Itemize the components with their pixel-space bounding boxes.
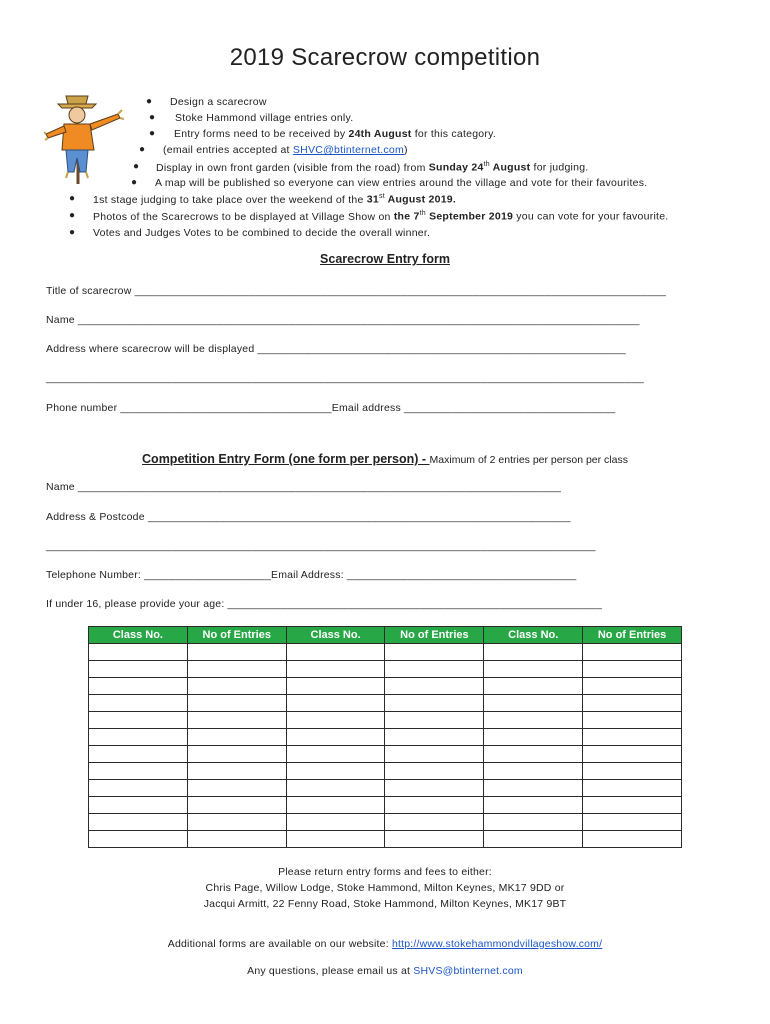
list-item: ● Display in own front garden (visible from the road) from Sunday 24th August for judging.	[133, 161, 589, 174]
return-address-2: Jacqui Armitt, 22 Fenny Road, Stoke Hammond, Milton Keynes, MK17 9BT	[203, 898, 567, 910]
return-instructions: Please return entry forms and fees to either:	[278, 866, 492, 878]
table-row	[89, 729, 682, 746]
entry-cell[interactable]	[385, 661, 484, 678]
entry-cell[interactable]	[89, 831, 188, 848]
entry-cell[interactable]	[484, 729, 583, 746]
scarecrow-illustration	[44, 92, 124, 184]
column-header: No of Entries	[187, 627, 286, 644]
table-row	[89, 644, 682, 661]
list-item: ● (email entries accepted at SHVC@btinternet.com)	[139, 144, 408, 156]
entry-cell[interactable]	[187, 746, 286, 763]
entry-cell[interactable]	[286, 763, 385, 780]
entries-table	[88, 626, 682, 848]
scarecrow-address-field[interactable]: Address where scarecrow will be displayed _____________________________________________________________	[46, 343, 626, 355]
table-row	[89, 678, 682, 695]
bullet-icon: ●	[133, 161, 140, 172]
entry-cell[interactable]	[385, 729, 484, 746]
entry-cell[interactable]	[484, 814, 583, 831]
entry-cell[interactable]	[187, 712, 286, 729]
bullet-icon: ●	[69, 227, 76, 238]
entry-cell[interactable]	[484, 831, 583, 848]
entry-cell[interactable]	[89, 661, 188, 678]
entry-cell[interactable]	[385, 797, 484, 814]
questions-email-link[interactable]: SHVS@btinternet.com	[413, 965, 523, 977]
column-header: Class No.	[89, 627, 188, 644]
table-row	[89, 814, 682, 831]
entry-cell[interactable]	[583, 814, 682, 831]
entry-cell[interactable]	[385, 780, 484, 797]
bullet-icon: ●	[69, 193, 76, 204]
entry-cell[interactable]	[286, 814, 385, 831]
entry-cell[interactable]	[385, 678, 484, 695]
entry-cell[interactable]	[187, 695, 286, 712]
competition-name-field[interactable]: Name ________________________________________________________________________________	[46, 481, 562, 493]
list-item: ● 1st stage judging to take place over the weekend of the 31st August 2019.	[69, 193, 457, 206]
entry-cell[interactable]	[385, 814, 484, 831]
competition-form-heading: Competition Entry Form (one form per person) - Maximum of 2 entries per person per class	[142, 452, 628, 466]
entry-cell[interactable]	[187, 814, 286, 831]
entry-cell[interactable]	[89, 644, 188, 661]
entry-cell[interactable]	[187, 763, 286, 780]
entry-cell[interactable]	[187, 797, 286, 814]
column-header: Class No.	[484, 627, 583, 644]
entry-cell[interactable]	[187, 831, 286, 848]
entry-cell[interactable]	[385, 712, 484, 729]
email-link[interactable]: SHVC@btinternet.com	[292, 144, 405, 156]
entry-cell[interactable]	[89, 763, 188, 780]
table-row	[89, 712, 682, 729]
entry-cell[interactable]	[187, 729, 286, 746]
entry-cell[interactable]	[89, 695, 188, 712]
entry-cell[interactable]	[286, 797, 385, 814]
scarecrow-form-heading: Scarecrow Entry form	[320, 252, 450, 266]
entry-cell[interactable]	[385, 644, 484, 661]
entry-cell[interactable]	[187, 678, 286, 695]
column-header: No of Entries	[583, 627, 682, 644]
bullet-icon: ●	[69, 210, 76, 221]
table-row	[89, 695, 682, 712]
competition-age-field[interactable]: If under 16, please provide your age: ______________________________________________________________	[46, 598, 603, 610]
competition-address-line2-field[interactable]: ___________________________________________________________________________________________	[46, 540, 596, 552]
entry-cell[interactable]	[583, 780, 682, 797]
table-row	[89, 661, 682, 678]
entry-cell[interactable]	[89, 678, 188, 695]
bullet-icon: ●	[149, 128, 156, 139]
bullet-icon: ●	[131, 177, 138, 188]
competition-telephone-email-field[interactable]: Telephone Number: _____________________Email Address: ______________________________________	[46, 569, 577, 581]
entry-cell[interactable]	[583, 746, 682, 763]
website-link[interactable]: http://www.stokehammondvillageshow.com/	[391, 938, 603, 950]
list-item: ● Design a scarecrow	[146, 96, 267, 108]
entry-cell[interactable]	[286, 746, 385, 763]
entry-cell[interactable]	[583, 644, 682, 661]
entry-cell[interactable]	[583, 678, 682, 695]
entry-cell[interactable]	[89, 729, 188, 746]
bullet-icon: ●	[149, 112, 156, 123]
entry-cell[interactable]	[286, 780, 385, 797]
list-item: ● Votes and Judges Votes to be combined to decide the overall winner.	[69, 227, 431, 239]
entry-cell[interactable]	[484, 712, 583, 729]
entry-cell[interactable]	[286, 678, 385, 695]
questions-note: Any questions, please email us at SHVS@btinternet.com	[247, 965, 523, 977]
entry-cell[interactable]	[385, 746, 484, 763]
entry-cell[interactable]	[583, 695, 682, 712]
entry-cell[interactable]	[89, 797, 188, 814]
entry-cell[interactable]	[484, 661, 583, 678]
entry-cell[interactable]	[286, 661, 385, 678]
entry-cell[interactable]	[187, 644, 286, 661]
entry-cell[interactable]	[583, 797, 682, 814]
entry-cell[interactable]	[385, 763, 484, 780]
scarecrow-title-field[interactable]: Title of scarecrow ________________________________________________________________________________________	[46, 285, 667, 297]
column-header: No of Entries	[385, 627, 484, 644]
entry-cell[interactable]	[583, 712, 682, 729]
list-item: ● Photos of the Scarecrows to be displayed at Village Show on the 7th September 2019 you can vote for your favourite.	[69, 210, 669, 223]
website-note: Additional forms are available on our website: http://www.stokehammondvillageshow.com/	[167, 938, 603, 950]
table-header-row	[89, 627, 682, 644]
table-row	[89, 797, 682, 814]
entry-cell[interactable]	[484, 746, 583, 763]
return-address-1: Chris Page, Willow Lodge, Stoke Hammond, Milton Keynes, MK17 9DD or	[205, 882, 565, 894]
table-row	[89, 746, 682, 763]
entry-cell[interactable]	[484, 644, 583, 661]
entry-cell[interactable]	[187, 661, 286, 678]
entry-cell[interactable]	[286, 712, 385, 729]
entry-cell[interactable]	[484, 780, 583, 797]
list-item: ● Stoke Hammond village entries only.	[149, 112, 354, 124]
entry-cell[interactable]	[484, 678, 583, 695]
scarecrow-phone-email-field[interactable]: Phone number ___________________________________Email address ___________________________________	[46, 402, 616, 414]
entry-cell[interactable]	[187, 780, 286, 797]
entry-cell[interactable]	[583, 729, 682, 746]
entry-cell[interactable]	[89, 746, 188, 763]
bullet-icon: ●	[139, 144, 146, 155]
list-item: ● A map will be published so everyone can view entries around the village and vote for their favourites.	[131, 177, 648, 189]
entry-cell[interactable]	[583, 661, 682, 678]
scarecrow-name-field[interactable]: Name _____________________________________________________________________________________________	[46, 314, 640, 326]
entry-cell[interactable]	[385, 695, 484, 712]
entry-cell[interactable]	[286, 695, 385, 712]
list-item: ● Entry forms need to be received by 24th August for this category.	[149, 128, 497, 140]
competition-address-field[interactable]: Address & Postcode ______________________________________________________________________	[46, 511, 571, 523]
entry-cell[interactable]	[484, 763, 583, 780]
entry-cell[interactable]	[484, 797, 583, 814]
entry-cell[interactable]	[89, 814, 188, 831]
entry-cell[interactable]	[583, 831, 682, 848]
entry-cell[interactable]	[484, 695, 583, 712]
table-row	[89, 780, 682, 797]
entry-cell[interactable]	[286, 831, 385, 848]
entry-cell[interactable]	[89, 712, 188, 729]
entry-cell[interactable]	[286, 729, 385, 746]
column-header: Class No.	[286, 627, 385, 644]
entry-cell[interactable]	[89, 780, 188, 797]
entry-cell[interactable]	[385, 831, 484, 848]
table-row	[89, 831, 682, 848]
bullet-icon: ●	[146, 96, 153, 107]
scarecrow-address-line2-field[interactable]: ___________________________________________________________________________________________________	[46, 372, 644, 384]
entry-cell[interactable]	[286, 644, 385, 661]
table-row	[89, 763, 682, 780]
entry-cell[interactable]	[583, 763, 682, 780]
page-title: 2019 Scarecrow competition	[229, 44, 541, 71]
